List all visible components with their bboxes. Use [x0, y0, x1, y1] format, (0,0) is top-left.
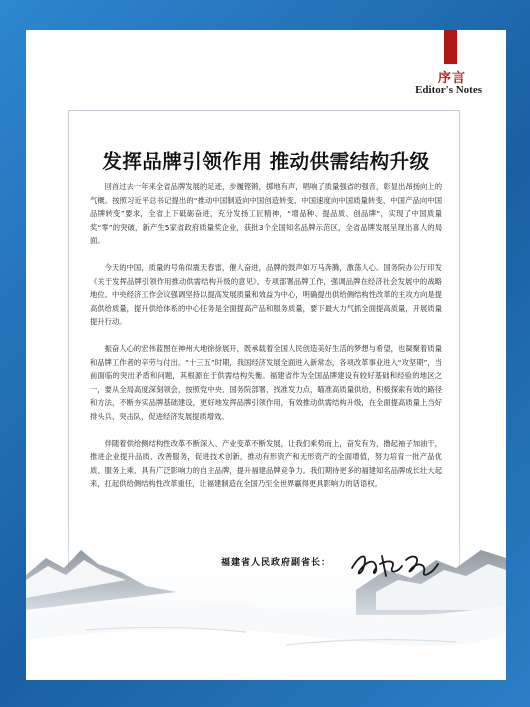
- paragraph-3: 振奋人心的宏伟蓝图在神州大地徐徐展开，既承载着全国人民创造美好生活的梦想与希望，也凝聚着质量和品牌工作者的辛劳与付出。“十三五”时期，我国经济发展全面进入新常态，各项改革事业进入“攻坚期”，当前面临的突出矛盾和问题，其根源在于供需结构失衡。福建省作为全国品牌建设有较好基础和经验的地区之一，要从全局高度深刻领会，按照党中央、国务院部署，找准发力点，瞄准高质量供给，积极探索有效的路径和方法，不断夯实品牌基础建设，更好地发挥品牌引领作用，有效推动供需结构升级，在全面提高质量上当好排头兵、突击队，促进经济发展提质增效。: [90, 343, 442, 421]
- paragraph-4: 伴随着供给侧结构性改革不断深入、产业变革不断发展，让我们乘势而上，奋发有为，撸起袖子加油干，推进企业提升品质、改善服务，促进技术创新，推动有形资产和无形资产的全面增值，努力培育一批产品优质、服务上乘、具有广泛影响力的自主品牌，提升福建品牌竞争力。我们期待更多的福建知名品牌成长壮大起来，扛起供给侧结构性改革重任，让福建制造在全国乃至全世界赢得更具影响力的话语权。: [90, 438, 442, 489]
- section-title-cn: 序言: [437, 71, 466, 86]
- magazine-page: [26, 30, 506, 680]
- article-title: 发挥品牌引领作用 推动供需结构升级: [102, 150, 430, 173]
- signature-title: 福建省人民政府副省长：: [221, 558, 332, 568]
- paragraph-2: 今天的中国，质量的号角似震天春雷，催人奋进，品牌的鼓声如万马奔腾，激荡人心。国务院办公厅印发《关于发挥品牌引领作用推动供需结构升级的意见》，专项部署品牌工作，强调品牌在经济社会发展中的战略地位。中央经济工作会议强调坚持以提高发展质量和效益为中心，明确提出供给侧结构性改革的主攻方向是提高供给质量，提升供给体系的中心任务是全面提高产品和服务质量，要下最大力气抓全面提高质量，开展质量提升行动。: [90, 262, 442, 327]
- snowy-mountain-background: [26, 520, 506, 680]
- handwritten-signature: [346, 546, 446, 582]
- section-title-en: Editor's Notes: [415, 84, 482, 96]
- article-body: [90, 180, 442, 504]
- red-bookmark-ribbon: [444, 30, 457, 64]
- paragraph-1: 回首过去一年来全省品牌发展的足迹，步履铿锵，掷地有声，唱响了质量强省的强音，彰显出昂扬向上的气概。按照习近平总书记提出的“推动中国制造向中国创造转变、中国速度向中国质量转变、中国产品向中国品牌转变”要求，全省上下砥砺奋进，充分发扬工匠精神，“增品种、提品质、创品牌”，实现了中国质量奖“零”的突破，新产生5家省政府质量奖企业，获批3个全国知名品牌示范区，全省品牌发展呈现出喜人的局面。: [90, 182, 442, 246]
